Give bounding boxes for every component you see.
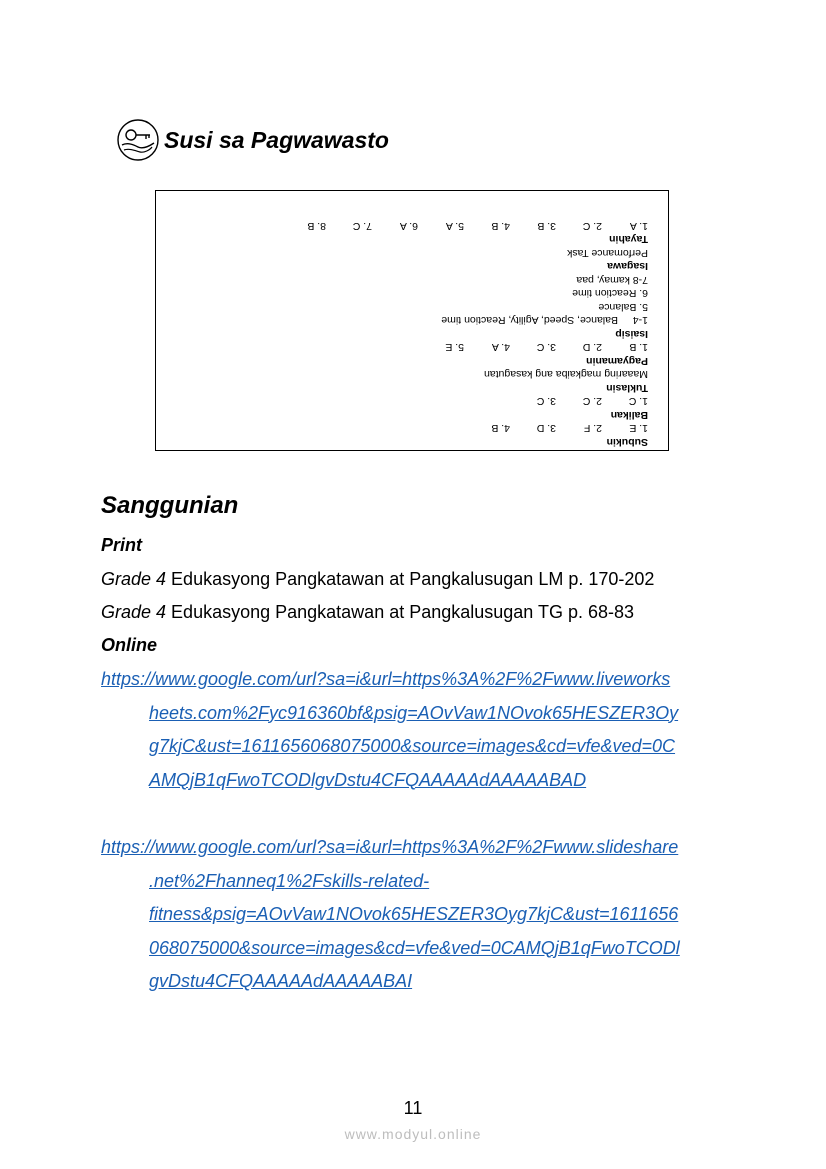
answer-item: Balance, Speed, Agility, Reaction time bbox=[441, 314, 618, 327]
online-label: Online bbox=[101, 635, 158, 655]
answer-row bbox=[166, 340, 648, 354]
link-line[interactable]: https://www.google.com/url?sa=i&url=https%3A%2F%2Fwww.slideshare bbox=[101, 837, 679, 857]
answer-item: 2. D bbox=[582, 341, 602, 354]
answer-item: 3. D bbox=[536, 422, 556, 435]
answer-row bbox=[166, 246, 648, 260]
answer-row bbox=[166, 313, 648, 327]
print-label: Print bbox=[101, 535, 143, 555]
answer-item: Perfomance Task bbox=[567, 247, 648, 259]
answer-item: 2. C bbox=[582, 220, 602, 232]
page-number: 11 bbox=[403, 1098, 423, 1118]
answer-item: 2. F bbox=[583, 422, 602, 435]
link-line[interactable]: g7kjC&ust=1611656068075000&source=images&cd=vfe&ved=0C bbox=[149, 736, 676, 756]
answer-item: 1. B bbox=[629, 341, 648, 354]
answer-item: 6. Reaction time bbox=[572, 287, 648, 300]
answer-item: 5. E bbox=[445, 341, 464, 354]
answer-item: 3. B bbox=[537, 220, 556, 232]
answer-key-heading bbox=[116, 118, 389, 162]
answer-row bbox=[166, 421, 648, 435]
answer-item: 4. B bbox=[491, 220, 510, 232]
link-line[interactable]: heets.com%2Fyc916360bf&psig=AOvVaw1NOvok65HESZER3Oy bbox=[149, 702, 679, 723]
answer-section-heading: Subukin bbox=[606, 436, 648, 448]
answer-item: 4. B bbox=[491, 422, 510, 435]
answer-row bbox=[166, 300, 648, 314]
watermark: www.modyul.online bbox=[344, 1126, 482, 1142]
answer-item: Maaaring magkaiba ang kasagutan bbox=[483, 368, 648, 381]
answer-section-heading: Isaisip bbox=[615, 328, 648, 340]
print-reference-grade: Grade 4 bbox=[101, 569, 167, 589]
answer-item: 3. C bbox=[536, 395, 556, 408]
answer-item: 8. B bbox=[307, 220, 326, 232]
answer-key-title: Susi sa Pagwawasto bbox=[164, 126, 389, 153]
answer-item: 5. A bbox=[445, 220, 464, 232]
answer-item: 3. C bbox=[536, 341, 556, 354]
link-line[interactable]: gvDstu4CFQAAAAAdAAAAABAI bbox=[149, 971, 413, 991]
link-line[interactable]: 068075000&source=images&cd=vfe&ved=0CAMQjB1qFwoTCODl bbox=[149, 937, 680, 958]
answer-item: 1. C bbox=[628, 395, 648, 408]
answer-section-heading: Tayahin bbox=[609, 233, 648, 246]
hand-key-icon bbox=[116, 118, 160, 162]
print-reference bbox=[101, 602, 634, 623]
print-reference-grade: Grade 4 bbox=[101, 602, 167, 622]
online-reference-link[interactable] bbox=[101, 663, 741, 797]
link-line[interactable]: .net%2Fhanneq1%2Fskills-related- bbox=[149, 870, 430, 891]
answer-section-heading: Pagyamanin bbox=[586, 355, 648, 367]
answer-item: 2. C bbox=[582, 395, 602, 408]
answer-item: 4. A bbox=[491, 341, 510, 354]
answer-row bbox=[166, 367, 648, 381]
link-line[interactable]: https://www.google.com/url?sa=i&url=https%3A%2F%2Fwww.liveworks bbox=[101, 669, 671, 689]
online-reference-link[interactable] bbox=[101, 831, 741, 999]
answer-item: 7. C bbox=[352, 220, 372, 232]
answer-key-content bbox=[166, 219, 648, 449]
answer-row bbox=[166, 286, 648, 300]
answer-item: 1-4 bbox=[632, 314, 648, 327]
print-reference-text: Edukasyong Pangkatawan at Pangkalusugan LM p. 170-202 bbox=[166, 569, 655, 589]
answer-item: 5. Balance bbox=[598, 301, 648, 313]
link-line[interactable]: AMQjB1qFwoTCODlgvDstu4CFQAAAAAdAAAAABAD bbox=[149, 769, 587, 790]
answer-section-heading: Tuklasin bbox=[606, 382, 648, 394]
answer-row bbox=[166, 273, 648, 287]
references-title: Sanggunian bbox=[101, 492, 239, 519]
answer-item: 1. E bbox=[629, 422, 648, 435]
print-reference bbox=[101, 569, 654, 590]
answer-item: 6. A bbox=[399, 220, 418, 232]
answer-section-heading: Balikan bbox=[610, 409, 648, 421]
answer-row bbox=[166, 394, 648, 408]
answer-item: 1. A bbox=[629, 220, 648, 232]
answer-key-box bbox=[155, 190, 669, 451]
answer-row bbox=[166, 219, 648, 233]
answer-section-heading: Isagawa bbox=[607, 260, 648, 273]
answer-item: 7-8 kamay, paa bbox=[576, 274, 648, 286]
link-line[interactable]: fitness&psig=AOvVaw1NOvok65HESZER3Oyg7kjC&ust=1611656 bbox=[149, 904, 679, 924]
print-reference-text: Edukasyong Pangkatawan at Pangkalusugan TG p. 68-83 bbox=[166, 602, 635, 622]
